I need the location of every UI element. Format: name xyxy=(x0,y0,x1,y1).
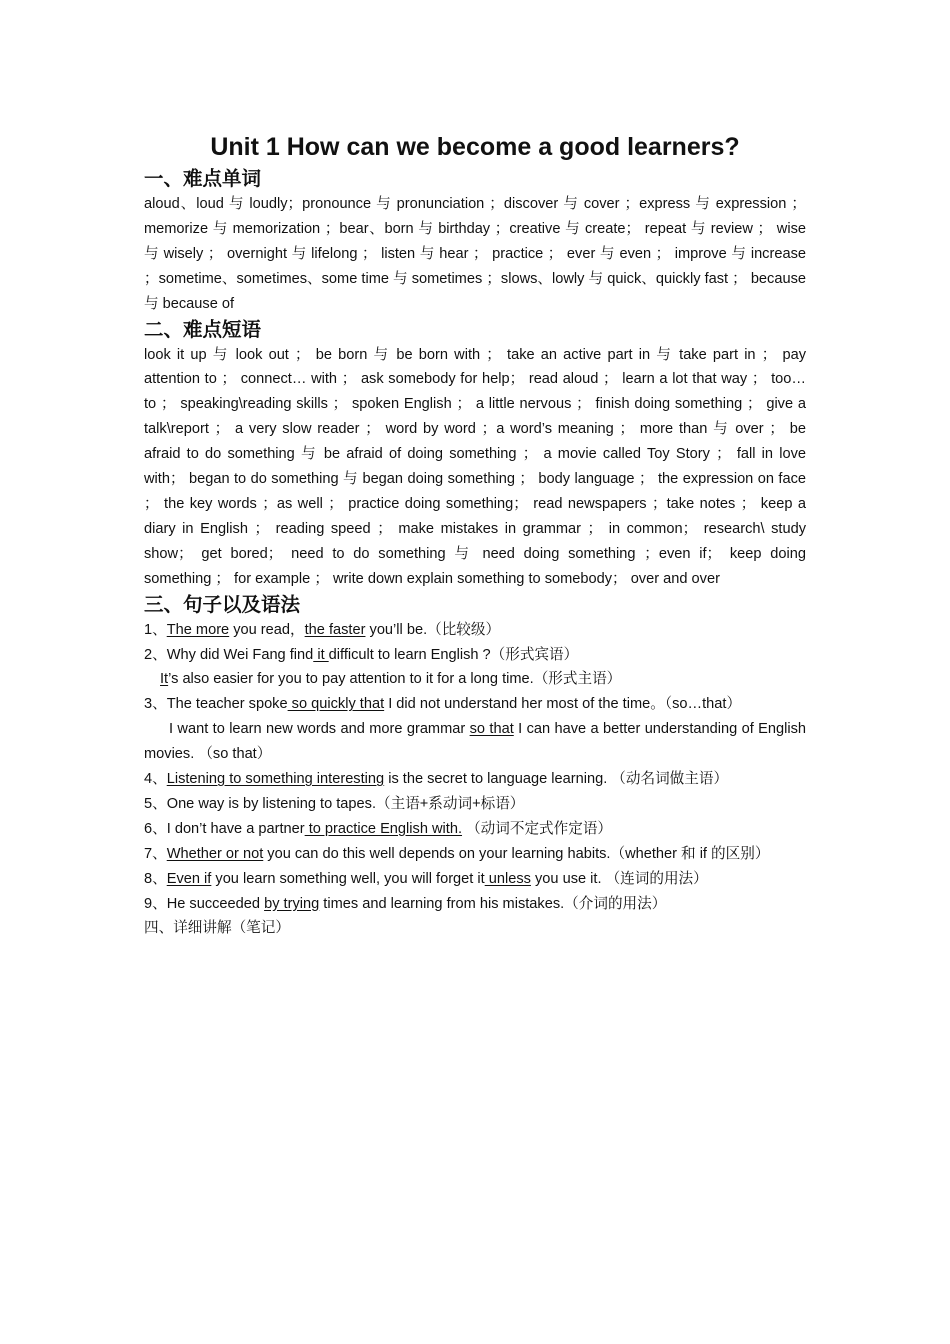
sentence-text: I don’t have a partner xyxy=(166,820,305,837)
sentence-7 xyxy=(144,842,806,867)
sentence-number: 6、 xyxy=(144,820,167,837)
sentence-text: you use it. （连词的用法） xyxy=(530,870,708,887)
sentence-number: 9、 xyxy=(144,895,167,912)
document-title: Unit 1 How can we become a good learners? xyxy=(210,133,740,161)
sentence-text: times and learning from his mistakes.（介词的用法） xyxy=(319,895,667,912)
sentence-number: 1、 xyxy=(144,621,167,638)
grammar-heading: 三、句子以及语法 xyxy=(144,592,301,616)
sentence-number: 8、 xyxy=(144,870,167,887)
sentence-text: I can have a better understanding of English movies. （so that） xyxy=(144,721,806,763)
underlined-text: by trying xyxy=(264,895,320,912)
underlined-text: it xyxy=(313,646,329,663)
sentence-text: you’ll be.（比较级） xyxy=(365,621,501,638)
sentence-text: The teacher spoke xyxy=(166,696,288,713)
sentence-text: you read， xyxy=(229,621,305,638)
underlined-text: the faster xyxy=(304,621,366,638)
sentence-number: 4、 xyxy=(144,771,167,788)
sentence-text: I did not understand her most of the time。（so…that） xyxy=(384,696,742,713)
sentence-number: 5、 xyxy=(144,795,167,812)
underlined-text: Listening to something interesting xyxy=(166,771,385,788)
sentence-1 xyxy=(144,618,806,643)
sentence-text: He succeeded xyxy=(166,895,265,912)
notes-heading: 四、详细讲解（笔记） xyxy=(144,919,290,937)
underlined-text: Even if xyxy=(166,870,212,887)
vocab-text: aloud、loud 与 loudly；pronounce 与 pronunciation ；discover 与 cover ；express 与 expression ； memorize 与 memorization ；bear、born 与 birthday ；creative 与 create； repeat 与 review ； wise 与 wisely ； overnight 与 lifelong ； listen 与 hear ； practice ； ever 与 even ； improve 与 increase ；sometime、sometimes、some time 与 sometimes ；slows、lowly 与 quick、quickly fast ； because 与 because of xyxy=(144,196,806,312)
phrase-heading: 二、难点短语 xyxy=(144,317,262,341)
document-page xyxy=(144,128,806,941)
sentence-6 xyxy=(144,817,806,842)
sentence-3 xyxy=(144,692,806,717)
sentence-4 xyxy=(144,767,806,792)
sentence-text: you can do this well depends on your learning habits.（whether 和 if 的区别） xyxy=(263,845,770,862)
sentence-2 xyxy=(144,643,806,668)
underlined-text: Whether or not xyxy=(166,845,264,862)
sentence-8 xyxy=(144,867,806,892)
vocab-heading: 一、难点单词 xyxy=(144,167,262,190)
underlined-text: The more xyxy=(166,621,230,638)
sentence-text: Why did Wei Fang find xyxy=(166,646,314,663)
sentence-5 xyxy=(144,792,806,817)
sentence-number: 2、 xyxy=(144,646,167,663)
sentence-text: I want to learn new words and more grammar xyxy=(169,721,470,738)
sentence-text: ’s also easier for you to pay attention to it for a long time.（形式主语） xyxy=(168,671,622,688)
underlined-text: so that xyxy=(469,721,514,738)
sentence-2b xyxy=(144,667,806,692)
sentence-text: （动词不定式作定语） xyxy=(462,820,613,837)
underlined-text: It xyxy=(160,671,169,688)
underlined-text: to practice English with. xyxy=(304,820,463,837)
sentence-text: is the secret to language learning. （动名词做主语） xyxy=(384,771,729,788)
sentence-9 xyxy=(144,892,806,917)
sentence-number: 3、 xyxy=(144,696,167,713)
phrase-text: look it up 与 look out ； be born 与 be born with ； take an active part in 与 take part in ； pay attention to ； connect… with ； ask somebody for help； read aloud ； learn a lot that way ； too…to ； speaking\reading skills ； spoken English ； a little nervous ； finish doing something ； give a talk\report ； a very slow reader ； word by word ；a word’s meaning ； more than 与 over ； be afraid to do something 与 be afraid of doing something ； a movie called Toy Story ； fall in love with； began to do something 与 began doing something ； body language ； the expression on face ； the key words ；as well ； practice doing something； read newspapers ；take notes ； keep a diary in English ； reading speed ； make mistakes in grammar ； in common； research\ study show； get bored； need to do something 与 need doing something ；even if； keep doing something ； for example ； write down explain something to somebody； over and over xyxy=(144,346,807,587)
sentence-text: One way is by listening to tapes.（主语+系动词+标语） xyxy=(166,795,525,812)
sentence-3b xyxy=(144,717,806,767)
sentence-text: difficult to learn English ?（形式宾语） xyxy=(328,646,579,663)
underlined-text: so quickly that xyxy=(287,696,385,713)
underlined-text: unless xyxy=(484,870,531,887)
sentence-text: you learn something well, you will forget it xyxy=(211,870,485,887)
sentence-number: 7、 xyxy=(144,845,167,862)
